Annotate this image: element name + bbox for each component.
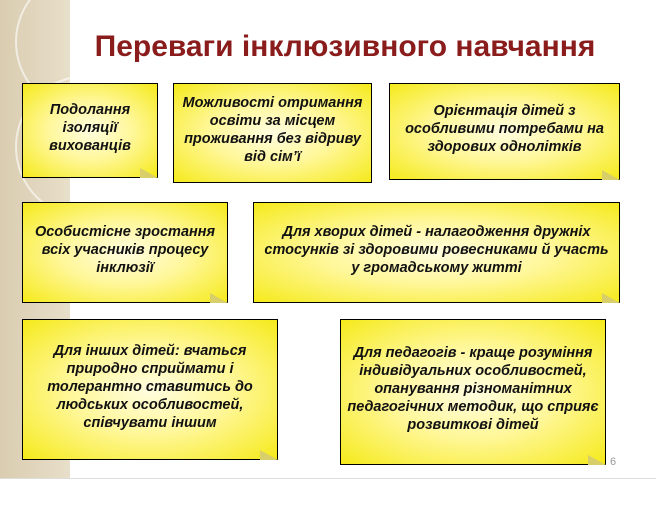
page-curl-icon: [140, 168, 158, 178]
note-isolation: [22, 83, 158, 178]
slide-title: Переваги інклюзивного навчання: [94, 30, 596, 63]
note-orientation: [389, 83, 620, 180]
page-curl-icon: [602, 170, 620, 180]
note-text: Для інших дітей: вчаться природно сприймати і толерантно ставитись до людських особливостей, співчувати іншим: [47, 342, 253, 431]
page-curl-icon: [588, 455, 606, 465]
note-sick-children: [253, 202, 620, 303]
page-curl-icon: [602, 293, 620, 303]
page-curl-icon: [210, 293, 228, 303]
page-curl-icon: [260, 450, 278, 460]
note-personal-growth: [22, 202, 228, 303]
note-text: Можливості отримання освіти за місцем проживання без відриву від сім’ї: [182, 95, 363, 165]
note-text: Орієнтація дітей з особливими потребами на здорових однолітків: [405, 102, 604, 155]
note-text: Особистісне зростання всіх учасників процесу інклюзії: [34, 223, 216, 276]
note-other-children: [22, 319, 278, 460]
note-text: Для хворих дітей - налагодження дружніх стосунків зі здоровими ровесниками й участь у громадському житті: [264, 223, 609, 276]
note-text: Подолання ізоляції вихованців: [49, 101, 131, 154]
note-teachers: [340, 319, 606, 465]
page-number: 6: [610, 456, 617, 468]
note-text: Для педагогів - краще розуміння індивідуальних особливостей, опанування різноманітних педагогічних методик, що сприяє розвиткові дітей: [347, 345, 599, 433]
note-education-access: [173, 83, 372, 183]
